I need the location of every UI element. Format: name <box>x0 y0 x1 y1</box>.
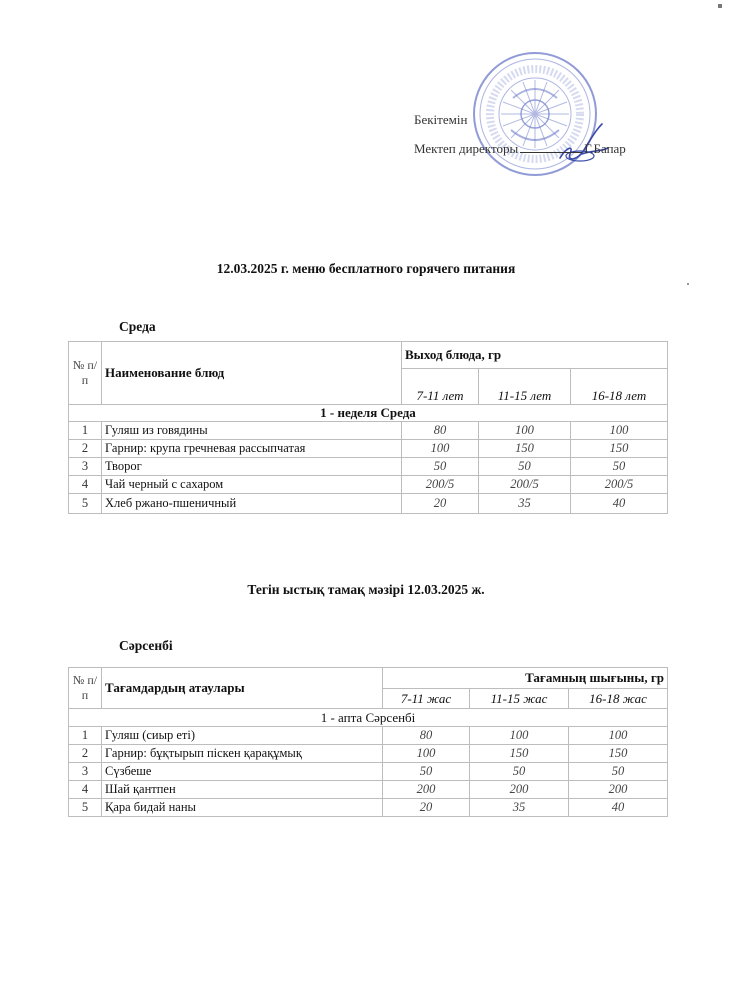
ru-menu-table <box>68 341 668 514</box>
portion-7-11: 200 <box>383 781 470 799</box>
portion-7-11: 50 <box>402 458 479 476</box>
portion-7-11: 20 <box>402 494 479 514</box>
row-num: 3 <box>69 763 102 781</box>
ru-age-11-15: 11-15 лет <box>479 369 571 405</box>
ru-menu-title: 12.03.2025 г. меню бесплатного горячего питания <box>216 261 516 276</box>
director-name: Г.Бапар <box>584 141 626 156</box>
table-row <box>69 763 668 781</box>
dish-name: Қара бидай наны <box>102 799 383 817</box>
portion-16-18: 50 <box>571 458 668 476</box>
kz-day-label: Сәрсенбі <box>119 638 173 653</box>
portion-11-15: 100 <box>479 422 571 440</box>
portion-11-15: 50 <box>470 763 569 781</box>
dish-name: Шай қантпен <box>102 781 383 799</box>
kz-menu-title: Тегін ыстық тамақ мәзірі 12.03.2025 ж. <box>247 582 485 597</box>
portion-16-18: 100 <box>569 727 668 745</box>
ru-age-16-18: 16-18 лет <box>571 369 668 405</box>
portion-11-15: 150 <box>479 440 571 458</box>
dish-name: Гарнир: бұқтырып піскен қарақұмық <box>102 745 383 763</box>
kz-header-name: Тағамдардың атаулары <box>102 668 383 709</box>
signature-line <box>520 142 582 153</box>
portion-7-11: 100 <box>402 440 479 458</box>
row-num: 5 <box>69 494 102 514</box>
dish-name: Хлеб ржано-пшеничный <box>102 494 402 514</box>
portion-16-18: 150 <box>569 745 668 763</box>
row-num: 4 <box>69 476 102 494</box>
portion-11-15: 200 <box>470 781 569 799</box>
table-row <box>69 799 668 817</box>
portion-7-11: 20 <box>383 799 470 817</box>
kz-header-output: Тағамның шығыны, гр <box>383 668 668 689</box>
ru-header-name: Наименование блюд <box>102 342 402 405</box>
row-num: 2 <box>69 745 102 763</box>
portion-11-15: 100 <box>470 727 569 745</box>
table-row <box>69 458 668 476</box>
portion-7-11: 80 <box>383 727 470 745</box>
dish-name: Сүзбеше <box>102 763 383 781</box>
row-num: 4 <box>69 781 102 799</box>
portion-11-15: 200/5 <box>479 476 571 494</box>
portion-16-18: 40 <box>569 799 668 817</box>
approval-label: Бекітемін <box>414 112 468 127</box>
table-row <box>69 476 668 494</box>
row-num: 1 <box>69 727 102 745</box>
dish-name: Гуляш (сиыр еті) <box>102 727 383 745</box>
ru-header-num: № п/п <box>69 342 102 405</box>
dish-name: Чай черный с сахаром <box>102 476 402 494</box>
dish-name: Гарнир: крупа гречневая рассыпчатая <box>102 440 402 458</box>
dish-name: Творог <box>102 458 402 476</box>
row-num: 3 <box>69 458 102 476</box>
ru-day-label: Среда <box>119 319 156 334</box>
row-num: 2 <box>69 440 102 458</box>
portion-7-11: 80 <box>402 422 479 440</box>
ru-header-output: Выход блюда, гр <box>402 342 668 369</box>
dish-name: Гуляш из говядины <box>102 422 402 440</box>
portion-7-11: 50 <box>383 763 470 781</box>
table-row <box>69 745 668 763</box>
table-row <box>69 494 668 514</box>
kz-age-16-18: 16-18 жас <box>569 689 668 709</box>
portion-16-18: 200/5 <box>571 476 668 494</box>
row-num: 5 <box>69 799 102 817</box>
portion-11-15: 150 <box>470 745 569 763</box>
portion-11-15: 35 <box>470 799 569 817</box>
portion-16-18: 40 <box>571 494 668 514</box>
portion-16-18: 100 <box>571 422 668 440</box>
scan-speck <box>687 283 689 285</box>
row-num: 1 <box>69 422 102 440</box>
ru-week-label: 1 - неделя Среда <box>69 405 668 422</box>
portion-7-11: 100 <box>383 745 470 763</box>
director-title: Мектеп директоры <box>414 141 519 156</box>
portion-16-18: 150 <box>571 440 668 458</box>
portion-11-15: 35 <box>479 494 571 514</box>
director-line <box>414 141 626 157</box>
portion-16-18: 200 <box>569 781 668 799</box>
table-row <box>69 727 668 745</box>
table-row <box>69 440 668 458</box>
kz-age-7-11: 7-11 жас <box>383 689 470 709</box>
ru-age-7-11: 7-11 лет <box>402 369 479 405</box>
portion-11-15: 50 <box>479 458 571 476</box>
portion-7-11: 200/5 <box>402 476 479 494</box>
kz-week-label: 1 - апта Сәрсенбі <box>69 709 668 727</box>
table-row <box>69 781 668 799</box>
portion-16-18: 50 <box>569 763 668 781</box>
kz-menu-table <box>68 667 668 817</box>
scan-speck <box>718 4 722 8</box>
kz-header-num: № п/п <box>69 668 102 709</box>
kz-age-11-15: 11-15 жас <box>470 689 569 709</box>
table-row <box>69 422 668 440</box>
